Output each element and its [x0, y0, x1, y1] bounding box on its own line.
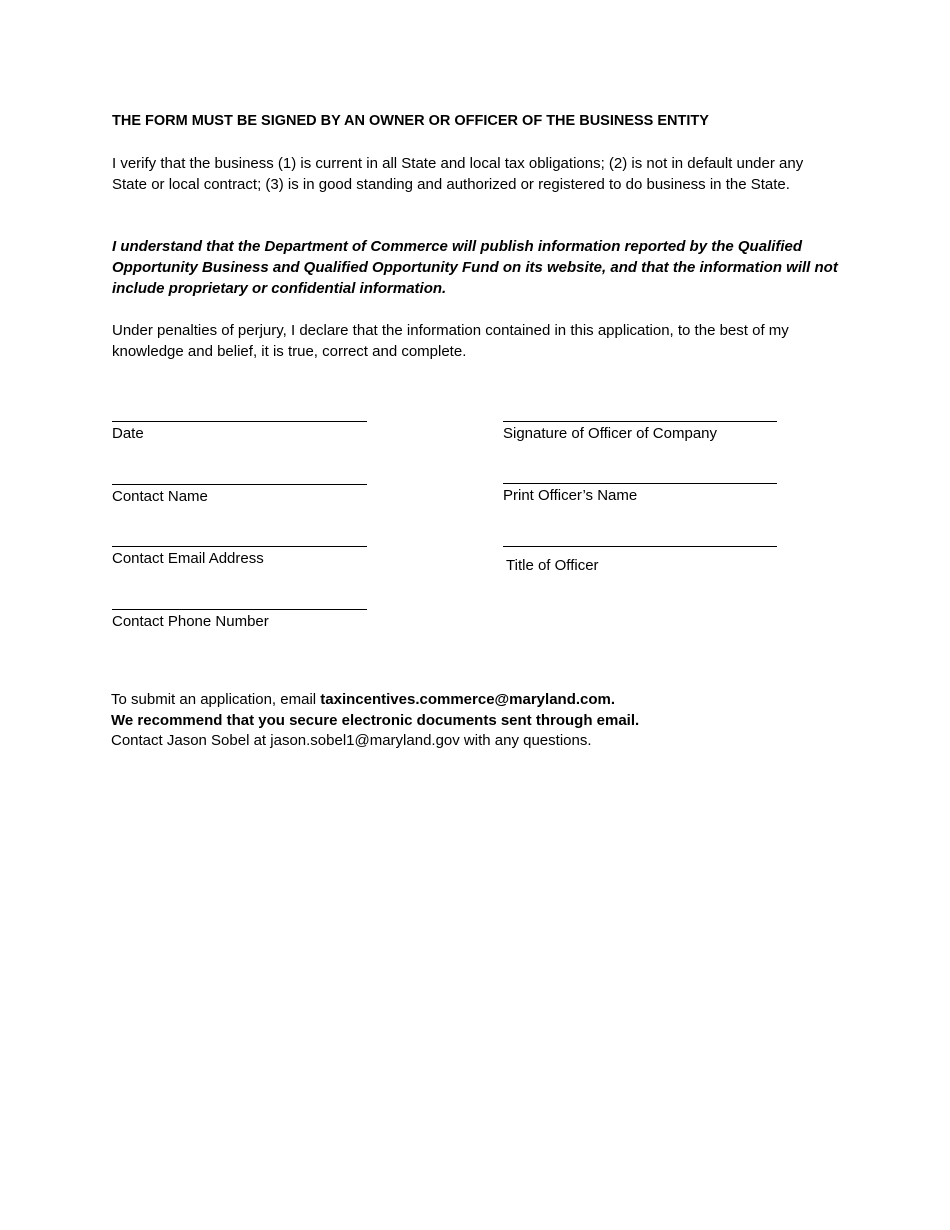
signature-requirement-heading: THE FORM MUST BE SIGNED BY AN OWNER OR OFFICER OF THE BUSINESS ENTITY	[112, 113, 709, 129]
officer-name-label: Print Officer’s Name	[503, 487, 638, 504]
contact-email-line[interactable]	[112, 530, 367, 547]
officer-name-line[interactable]	[503, 467, 777, 484]
submission-email-link[interactable]: taxincentives.commerce@maryland.com.	[320, 691, 616, 708]
contact-phone-line[interactable]	[112, 593, 367, 610]
publication-acknowledgement: I understand that the Department of Commerce will publish information reported by the Qualified Opportunity Business and Qualified Opportunity Fund on its website, and that the information will not include proprietary or confidential information.	[112, 238, 838, 297]
officer-signature-label: Signature of Officer of Company	[503, 425, 717, 442]
officer-title-label: Title of Officer	[506, 557, 599, 574]
contact-questions-line: Contact Jason Sobel at jason.sobel1@maryland.gov with any questions.	[111, 732, 592, 749]
officer-name-field[interactable]	[503, 467, 777, 505]
date-field[interactable]	[112, 405, 367, 443]
officer-title-field[interactable]	[503, 530, 777, 575]
submission-prefix: To submit an application, email	[111, 691, 321, 708]
contact-phone-field[interactable]	[112, 593, 367, 631]
officer-title-line[interactable]	[503, 530, 777, 547]
contact-email-label: Contact Email Address	[112, 550, 264, 567]
submission-instructions	[111, 690, 851, 752]
officer-signature-line[interactable]	[503, 405, 777, 422]
contact-email-field[interactable]	[112, 530, 367, 568]
submission-line-email	[111, 690, 851, 711]
perjury-declaration: Under penalties of perjury, I declare that the information contained in this application, to the best of my knowledge and belief, it is true, correct and complete.	[112, 322, 789, 360]
date-label: Date	[112, 425, 144, 442]
officer-signature-field[interactable]	[503, 405, 777, 443]
verification-statement: I verify that the business (1) is current in all State and local tax obligations; (2) is not in default under any State or local contract; (3) is in good standing and authorized or registered to do business in the State.	[112, 155, 804, 193]
contact-name-label: Contact Name	[112, 488, 208, 505]
security-recommendation: We recommend that you secure electronic documents sent through email.	[111, 711, 640, 729]
date-signature-line[interactable]	[112, 405, 367, 422]
contact-name-line[interactable]	[112, 468, 367, 485]
contact-phone-label: Contact Phone Number	[112, 613, 269, 630]
contact-name-field[interactable]	[112, 468, 367, 506]
